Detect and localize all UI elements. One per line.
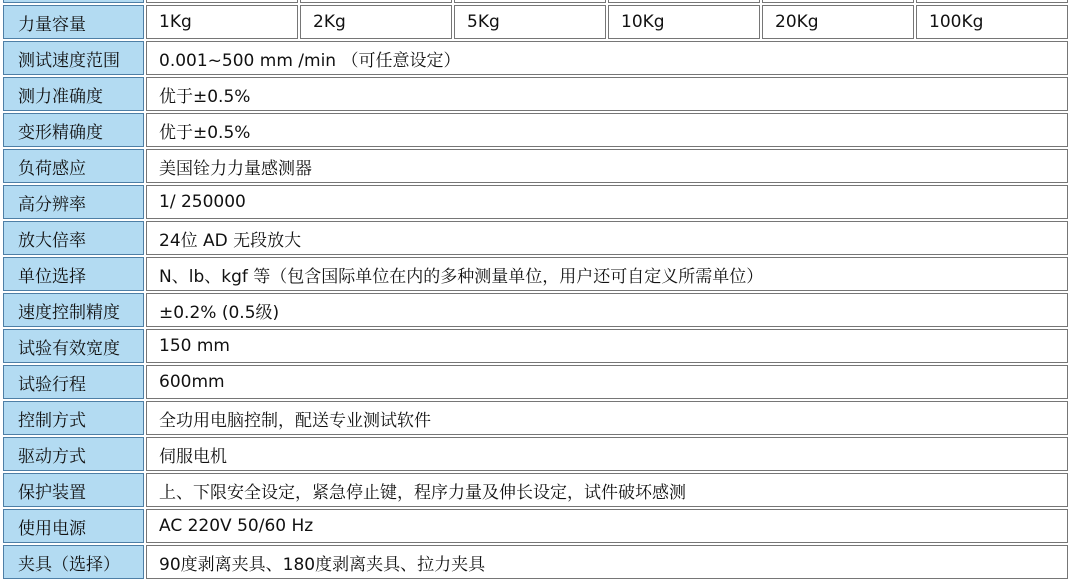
spec-row-speed-control-accuracy	[3, 293, 1068, 327]
row-label-cell: 保护装置	[3, 473, 144, 507]
capacity-cell: 100Kg	[916, 5, 1068, 39]
cutoff-cell	[454, 0, 606, 3]
row-label-cell: 使用电源	[3, 509, 144, 543]
cutoff-cell	[608, 0, 760, 3]
row-value-cell: ±0.2% (0.5级)	[146, 293, 1068, 327]
spec-row-deformation-accuracy	[3, 113, 1068, 147]
row-label-cell: 负荷感应	[3, 149, 144, 183]
row-label-cell: 测试速度范围	[3, 41, 144, 75]
row-value-cell: 全功用电脑控制，配送专业测试软件	[146, 401, 1068, 435]
cutoff-cell	[146, 0, 298, 3]
row-value-cell: 90度剥离夹具、180度剥离夹具、拉力夹具	[146, 545, 1068, 579]
row-value-cell: 600mm	[146, 365, 1068, 399]
capacity-cell: 20Kg	[762, 5, 914, 39]
spec-row-speed-range	[3, 41, 1068, 75]
spec-row-control-method	[3, 401, 1068, 435]
row-label-cell: 变形精确度	[3, 113, 144, 147]
spec-row-drive-method	[3, 437, 1068, 471]
row-label-cell: 控制方式	[3, 401, 144, 435]
spec-row-resolution	[3, 185, 1068, 219]
row-label-cell: 单位选择	[3, 257, 144, 291]
row-value-cell: 150 mm	[146, 329, 1068, 363]
row-value-cell: 上、下限安全设定，紧急停止键，程序力量及伸长设定，试件破坏感测	[146, 473, 1068, 507]
row-label-cell: 测力准确度	[3, 77, 144, 111]
capacity-cell: 5Kg	[454, 5, 606, 39]
spec-row-load-sensor	[3, 149, 1068, 183]
row-label-cell: 力量容量	[3, 5, 144, 39]
row-label-cell: 试验有效宽度	[3, 329, 144, 363]
row-label-cell: 速度控制精度	[3, 293, 144, 327]
spec-row-protection	[3, 473, 1068, 507]
cutoff-cell	[916, 0, 1068, 3]
spec-row-force-accuracy	[3, 77, 1068, 111]
row-value-cell: 优于±0.5%	[146, 113, 1068, 147]
row-value-cell: N、lb、kgf 等（包含国际单位在内的多种测量单位，用户还可自定义所需单位）	[146, 257, 1068, 291]
row-value-cell: 24位 AD 无段放大	[146, 221, 1068, 255]
capacity-cell: 2Kg	[300, 5, 452, 39]
cutoff-cell	[762, 0, 914, 3]
row-label-cell: 夹具（选择）	[3, 545, 144, 579]
row-value-cell: 美国铨力力量感测器	[146, 149, 1068, 183]
row-value-cell: AC 220V 50/60 Hz	[146, 509, 1068, 543]
spec-row-stroke	[3, 365, 1068, 399]
cutoff-cell	[300, 0, 452, 3]
spec-row-capacity	[3, 5, 1068, 39]
spec-row-effective-width	[3, 329, 1068, 363]
spec-row-amplification	[3, 221, 1068, 255]
row-label-cell: 试验行程	[3, 365, 144, 399]
row-value-cell: 1/ 250000	[146, 185, 1068, 219]
spec-row-units	[3, 257, 1068, 291]
row-value-cell: 0.001~500 mm /min （可任意设定）	[146, 41, 1068, 75]
cutoff-row	[3, 0, 1068, 3]
spec-table	[1, 0, 1070, 581]
row-label-cell: 高分辨率	[3, 185, 144, 219]
spec-row-power	[3, 509, 1068, 543]
capacity-cell: 10Kg	[608, 5, 760, 39]
cutoff-label-cell	[3, 0, 144, 3]
spec-row-fixtures	[3, 545, 1068, 579]
capacity-cell: 1Kg	[146, 5, 298, 39]
row-value-cell: 伺服电机	[146, 437, 1068, 471]
row-value-cell: 优于±0.5%	[146, 77, 1068, 111]
row-label-cell: 放大倍率	[3, 221, 144, 255]
row-label-cell: 驱动方式	[3, 437, 144, 471]
